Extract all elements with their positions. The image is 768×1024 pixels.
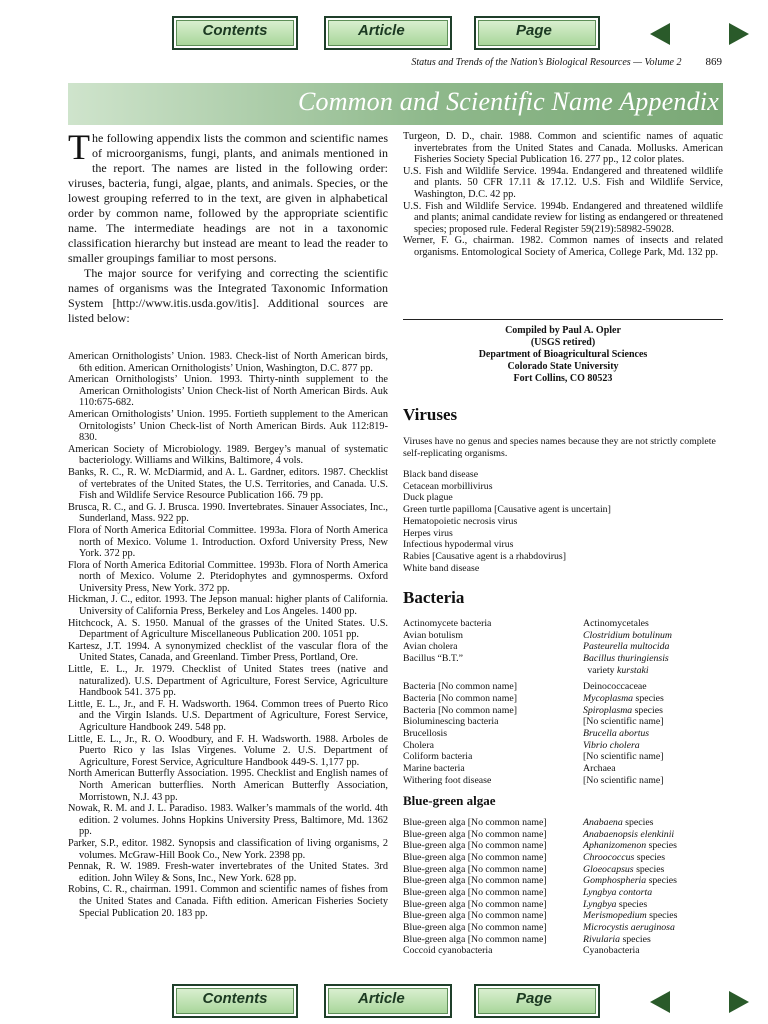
scientific-name: Gloeocapsus bbox=[583, 863, 634, 875]
reference-item: Little, E. L., Jr., R. O. Woodbury, and F. H. Wadsworth. 1988. Arboles de Puerto Rico y las Islas Virgenes. Volume 2. U.S. Department of Agriculture, Forest Service, Agriculture Handbook 449-S. 1,177 pp. bbox=[68, 733, 388, 768]
scientific-name: Anabaenopsis elenkinii bbox=[583, 828, 675, 840]
table-row bbox=[403, 829, 723, 841]
table-row: Bacteria [No common name] Spiroplasma species bbox=[403, 704, 663, 716]
compiler-name: Compiled by Paul A. Opler bbox=[505, 325, 621, 336]
article-navigation bbox=[324, 16, 452, 50]
common-name: Blue-green alga [No common name] bbox=[403, 851, 547, 863]
scientific-name: Brucella abortus bbox=[583, 727, 650, 739]
reference-item: American Ornithologists’ Union. 1983. Check-list of North American birds, 6th edition. American Ornithologists’ Union, Washington, D.C. 877 pp. bbox=[68, 351, 388, 374]
scientific-name-variety: variety kurstaki bbox=[587, 664, 649, 676]
table-row bbox=[403, 618, 723, 630]
page-number: 869 bbox=[705, 56, 722, 68]
reference-item: Flora of North America Editorial Committee. 1993b. Flora of North America north of Mexico. Volume 2. Pteridophytes and gymnosperms. Oxford University Press, New York. 372 pp. bbox=[68, 559, 388, 594]
scientific-name: Bacillus thuringiensis bbox=[583, 652, 669, 664]
scientific-name: Lyngbya bbox=[583, 898, 617, 910]
reference-item: Brusca, R. C., and G. J. Brusca. 1990. Invertebrates. Sinauer Associates, Inc., Sunderland, Mass. 922 pp. bbox=[68, 501, 388, 525]
table-row: Bacteria [No common name] Mycoplasma species bbox=[403, 692, 664, 704]
common-name: Coccoid cyanobacteria bbox=[403, 945, 493, 957]
compiler-address: Fort Collins, CO 80523 bbox=[513, 373, 613, 384]
page-label: Page bbox=[516, 990, 552, 1007]
scientific-name: Spiroplasma bbox=[583, 704, 633, 716]
common-name: Blue-green alga [No common name] bbox=[403, 933, 547, 945]
reference-item: American Ornithologists’ Union. 1993. Thirty-ninth supplement to the American Ornithologists’ Union Check-list of North American Birds. Auk 110:675-682. bbox=[68, 374, 388, 409]
scientific-name: Archaea bbox=[583, 762, 616, 774]
scientific-name: Lyngbya contorta bbox=[583, 886, 653, 898]
running-header bbox=[411, 56, 722, 68]
intro-paragraph-2: The major source for verifying and correcting the scientific names of organisms was the Integrated Taxonomic Information System [http://www.itis.usda.gov/itis]. Additional sources are listed below: bbox=[68, 266, 388, 325]
article-label: Article bbox=[358, 22, 405, 39]
scientific-name: Pasteurella multocida bbox=[583, 641, 670, 653]
table-row bbox=[403, 887, 723, 899]
common-name: Cholera bbox=[403, 739, 435, 751]
table-row: Blue-green alga [No common name] Gomphospheria species bbox=[403, 875, 677, 887]
table-row bbox=[403, 922, 723, 934]
intro-text bbox=[68, 127, 388, 326]
reference-item: Hitchcock, A. S. 1950. Manual of the grasses of the United States. U.S. Department of Agriculture Miscellaneous Publication 200. 1051 pp. bbox=[68, 617, 388, 641]
references-right bbox=[403, 131, 723, 259]
table-row bbox=[403, 740, 723, 752]
common-name: Blue-green alga [No common name] bbox=[403, 840, 547, 852]
scientific-name: Chroococcus bbox=[583, 851, 635, 863]
page-navigation bbox=[474, 16, 600, 50]
reference-item: North American Butterfly Association. 1995. Checklist and English names of North American butterflies. North American Butterfly Association, Morristown, N.J. 43 pp. bbox=[68, 768, 388, 803]
bacteria-table bbox=[403, 618, 723, 786]
common-name: Marine bacteria bbox=[403, 762, 465, 774]
blue-green-algae-heading: Blue-green algae bbox=[403, 793, 496, 808]
list-item: White band disease bbox=[403, 562, 480, 574]
table-row: Blue-green alga [No common name] Lyngbya species bbox=[403, 898, 648, 910]
contents-button[interactable] bbox=[172, 984, 298, 1018]
common-name: Brucellosis bbox=[403, 727, 448, 739]
common-name: Avian cholera bbox=[403, 641, 458, 653]
article-label: Article bbox=[358, 990, 405, 1007]
common-name: Coliform bacteria bbox=[403, 751, 473, 763]
common-name: Blue-green alga [No common name] bbox=[403, 910, 547, 922]
scientific-name: Microcystis aeruginosa bbox=[583, 921, 675, 933]
contents-label: Contents bbox=[202, 990, 268, 1007]
drop-cap: T bbox=[68, 127, 90, 167]
reference-item: Robins, C. R., chairman. 1991. Common and scientific names of fishes from the United States and Canada. Fifth edition. American Fisheries Society Special Publication 20. 183 pp. bbox=[68, 884, 388, 919]
compiler-university: Colorado State University bbox=[507, 361, 619, 372]
scientific-name: Deinococcaceae bbox=[583, 681, 647, 693]
page-navigation bbox=[474, 984, 600, 1018]
reference-item: Little, E. L., Jr., and F. H. Wadsworth. 1964. Common trees of Puerto Rico and the Virgin Islands. U.S. Department of Agriculture, Forest Service, Agriculture Handbook 249. 548 pp. bbox=[68, 698, 388, 733]
common-name: Blue-green alga [No common name] bbox=[403, 875, 547, 887]
reference-item: American Ornithologists’ Union. 1995. Fortieth supplement to the American Ornitologists’ Union Check-list of North American Birds. Auk 112:819-830. bbox=[68, 408, 388, 444]
table-row bbox=[403, 630, 723, 642]
reference-item: Banks, R. C., R. W. McDiarmid, and A. L. Gardner, editors. 1987. Checklist of vertebrates of the United States, the U.S. Territories, and Canada. U.S. Fish and Wildlife Service Resource Publication 166. 79 pp. bbox=[68, 466, 388, 502]
reference-item: Kartesz, J.T. 1994. A synonymized checklist of the vascular flora of the United States, Canada, and Greenland. Timber Press, Portland, Ore. bbox=[68, 640, 388, 664]
scientific-name: Gomphospheria bbox=[583, 875, 647, 887]
references-left bbox=[68, 351, 388, 919]
compiler-department: Department of Bioagricultural Sciences bbox=[478, 349, 648, 360]
viruses-heading: Viruses bbox=[403, 405, 458, 424]
table-row bbox=[403, 681, 723, 693]
scientific-name: Mycoplasma bbox=[583, 692, 634, 704]
scientific-name: Vibrio cholera bbox=[583, 739, 640, 751]
bottom-navigation bbox=[0, 984, 768, 1024]
common-name: Bacteria [No common name] bbox=[403, 704, 517, 716]
scientific-name: Rivularia bbox=[583, 933, 621, 945]
table-row bbox=[403, 716, 723, 728]
common-name: Avian botulism bbox=[403, 629, 463, 641]
viruses-list bbox=[403, 469, 723, 574]
bacteria-heading: Bacteria bbox=[403, 588, 465, 607]
article-navigation bbox=[324, 984, 452, 1018]
list-item: Infectious hypodermal virus bbox=[403, 539, 514, 551]
table-row: Coccoid cyanobacteria Cyanobacteria bbox=[403, 945, 640, 957]
scientific-name: [No scientific name] bbox=[583, 751, 664, 763]
compiler-status: (USGS retired) bbox=[530, 337, 596, 348]
list-item: Green turtle papilloma [Causative agent is uncertain] bbox=[403, 504, 611, 516]
scientific-name: Anabaena bbox=[583, 817, 623, 828]
common-name: Bacteria [No common name] bbox=[403, 681, 517, 693]
contents-label: Contents bbox=[202, 22, 268, 39]
table-row: Blue-green alga [No common name] Gloeocapsus species bbox=[403, 863, 665, 875]
contents-button[interactable] bbox=[172, 16, 298, 50]
running-title: Status and Trends of the Nation’s Biological Resources — Volume 2 bbox=[411, 57, 682, 68]
common-name: Withering foot disease bbox=[403, 774, 492, 786]
reference-item: Little, E. L., Jr. 1979. Checklist of United States trees (native and naturalized). U.S. Department of Agriculture, Forest Service, Agriculture Handbook 541. 375 pp. bbox=[68, 664, 388, 699]
table-row bbox=[403, 653, 723, 665]
scientific-name: Actinomycetales bbox=[583, 618, 649, 629]
top-navigation bbox=[0, 16, 768, 56]
reference-item: U.S. Fish and Wildlife Service. 1994b. Endangered and threatened wildlife and plants; animal candidate review for listing as endangered or threatened species; proposed rule. Federal Register 59(219):58982-59028. bbox=[403, 200, 723, 235]
list-item: Duck plague bbox=[403, 492, 453, 504]
common-name: Blue-green alga [No common name] bbox=[403, 828, 547, 840]
table-row: Blue-green alga [No common name] Chroococcus species bbox=[403, 851, 666, 863]
list-item: Hematopoietic necrosis virus bbox=[403, 515, 518, 527]
reference-item: U.S. Fish and Wildlife Service. 1994a. Endangered and threatened wildlife and plants. 50 CFR 17.11 & 17.12. U.S. Fish and Wildlife Service, Washington, D.C. 42 pp. bbox=[403, 165, 723, 200]
scientific-name: [No scientific name] bbox=[583, 774, 664, 786]
table-row: Blue-green alga [No common name] Anabaena species bbox=[403, 817, 654, 828]
table-row: Blue-green alga [No common name] Merismopedium species bbox=[403, 910, 678, 922]
table-row bbox=[403, 763, 723, 775]
reference-item: Pennak, R. W. 1989. Fresh-water invertebrates of the United States. 3rd edition. John Wiley & Sons, Inc., New York. 628 pp. bbox=[68, 861, 388, 884]
viruses-note: Viruses have no genus and species names because they are not strictly complete self-replicating organisms. bbox=[403, 436, 716, 459]
scientific-name: Merismopedium bbox=[583, 910, 647, 922]
scientific-name: Aphanizomenon bbox=[583, 840, 647, 852]
common-name: Actinomycete bacteria bbox=[403, 618, 492, 629]
reference-item: Werner, F. G., chairman. 1982. Common names of insects and related organisms. Entomological Society of America, College Park, Md. 132 pp. bbox=[403, 235, 723, 258]
common-name: Bacillus “B.T.” bbox=[403, 652, 463, 664]
page-title: Common and Scientific Name Appendix bbox=[297, 87, 719, 116]
list-item: Black band disease bbox=[403, 469, 479, 480]
table-row bbox=[403, 641, 723, 653]
scientific-name: [No scientific name] bbox=[583, 716, 664, 728]
reference-item: Nowak, R. M. and J. L. Paradiso. 1983. Walker’s mammals of the world. 4th edition. 2 volumes. Johns Hopkins University Press, Baltimore, Md. 1362 pp. bbox=[68, 803, 388, 838]
table-row bbox=[403, 665, 723, 677]
list-item: Rabies [Causative agent is a rhabdovirus] bbox=[403, 550, 566, 562]
common-name: Blue-green alga [No common name] bbox=[403, 817, 547, 828]
divider bbox=[403, 319, 723, 320]
list-item: Cetacean morbillivirus bbox=[403, 480, 493, 492]
scientific-name: Clostridium botulinum bbox=[583, 629, 672, 641]
reference-item: Parker, S.P., editor. 1982. Synopsis and classification of living organisms, 2 volumes. McGraw-Hill Book Co., New York. 2398 pp. bbox=[68, 837, 388, 861]
reference-item: Flora of North America Editorial Committee. 1993a. Flora of North America north of Mexico. Volume 1. Introduction. Oxford University Press, New York. 372 pp. bbox=[68, 524, 388, 560]
common-name: Blue-green alga [No common name] bbox=[403, 886, 547, 898]
common-name: Blue-green alga [No common name] bbox=[403, 863, 547, 875]
compiled-by-block bbox=[403, 325, 723, 385]
common-name: Blue-green alga [No common name] bbox=[403, 921, 547, 933]
blue-green-algae-table bbox=[403, 817, 723, 957]
common-name: Bacteria [No common name] bbox=[403, 692, 517, 704]
reference-item: Turgeon, D. D., chair. 1988. Common and scientific names of aquatic invertebrates from the United States and Canada. Mollusks. American Fisheries Society Special Publication 16. 277 pp., 12 color plates. bbox=[403, 131, 723, 166]
table-row bbox=[403, 751, 723, 763]
table-row bbox=[403, 775, 723, 787]
intro-paragraph-1: he following appendix lists the common and scientific names of microorganisms, fungi, plants, and animals mentioned in the report. The names are listed in the following order: viruses, bacteria, fungi, algae, plants, and animals. Species, or the lowest grouping referred to in the text, are given in alphabetical order by common name, followed by the appropriate scientific name. The intermediate headings are not in a taxonomic classification hierarchy but instead are meant to lead the reader to smaller groupings familiar to most persons. bbox=[68, 131, 388, 265]
reference-item: Hickman, J. C., editor. 1993. The Jepson manual: higher plants of California. University of California Press, Berkeley and Los Angeles. 1400 pp. bbox=[68, 594, 388, 618]
common-name: Blue-green alga [No common name] bbox=[403, 898, 547, 910]
table-row: Blue-green alga [No common name] Aphanizomenon species bbox=[403, 840, 677, 852]
table-row bbox=[403, 728, 723, 740]
reference-item: American Society of Microbiology. 1989. Bergey’s manual of systematic bacteriology. Williams and Wilkins, Baltimore, 4 vols. bbox=[68, 443, 388, 467]
common-name: Bioluminescing bacteria bbox=[403, 716, 499, 728]
title-banner bbox=[68, 83, 723, 125]
list-item: Herpes virus bbox=[403, 527, 453, 539]
table-row: Blue-green alga [No common name] Rivularia species bbox=[403, 933, 651, 945]
page-label: Page bbox=[516, 22, 552, 39]
